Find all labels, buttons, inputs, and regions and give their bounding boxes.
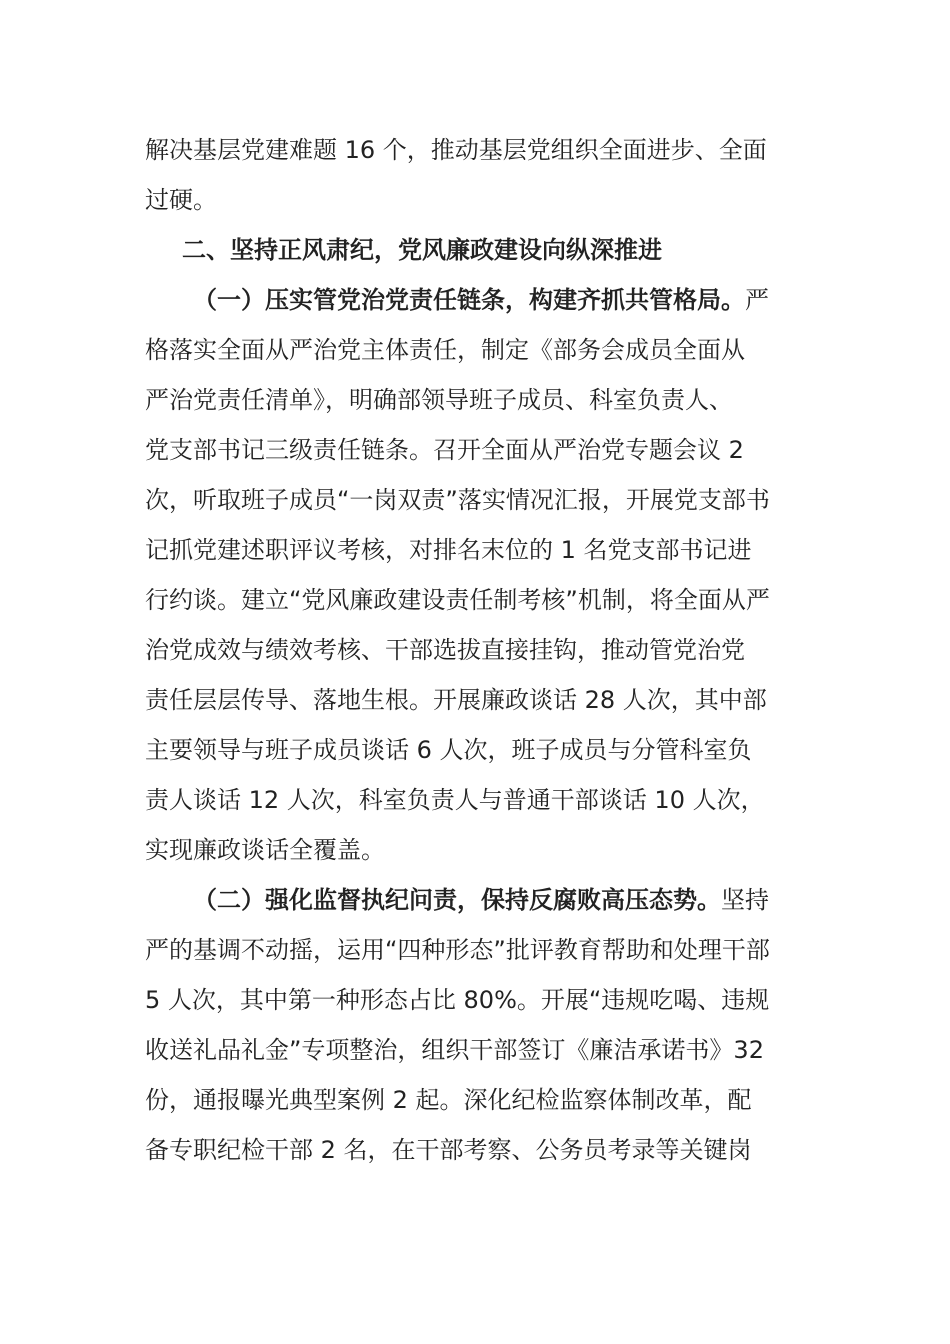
paragraph-text: 严 — [745, 286, 769, 314]
text-line: 治党成效与绩效考核、干部选拔直接挂钩，推动管党治党 — [145, 636, 745, 664]
text-line: 党支部书记三级责任链条。召开全面从严治党专题会议 2 — [145, 436, 744, 464]
paragraph-text: 坚持 — [721, 886, 769, 914]
text-line: 记抓党建述职评议考核，对排名末位的 1 名党支部书记进 — [145, 536, 752, 564]
text-line: 5 人次，其中第一种形态占比 80%。开展“违规吃喝、违规 — [145, 986, 770, 1014]
document-body — [145, 125, 805, 1175]
text-line: 责人谈话 12 人次，科室负责人与普通干部谈话 10 人次， — [145, 786, 765, 814]
text-line: 解决基层党建难题 16 个，推动基层党组织全面进步、全面 — [145, 136, 767, 164]
text-line: 责任层层传导、落地生根。开展廉政谈话 28 人次，其中部 — [145, 686, 767, 714]
text-line: 严治党责任清单》，明确部领导班子成员、科室负责人、 — [145, 386, 733, 414]
subsection-first-line — [145, 875, 805, 925]
text-line: 实现廉政谈话全覆盖。 — [145, 836, 385, 864]
text-line: 严的基调不动摇，运用“四种形态”批评教育帮助和处理干部 — [145, 936, 770, 964]
section-heading: 二、坚持正风肃纪，党风廉政建设向纵深推进 — [182, 236, 662, 264]
text-line: 次，听取班子成员“一岗双责”落实情况汇报，开展党支部书 — [145, 486, 770, 514]
text-line: 收送礼品礼金”专项整治，组织干部签订《廉洁承诺书》32 — [145, 1036, 764, 1064]
text-line: 份，通报曝光典型案例 2 起。深化纪检监察体制改革，配 — [145, 1086, 752, 1114]
subsection-title: （一）压实管党治党责任链条，构建齐抓共管格局。 — [193, 286, 745, 314]
text-line: 行约谈。建立“党风廉政建设责任制考核”机制，将全面从严 — [145, 586, 770, 614]
subsection-title: （二）强化监督执纪问责，保持反腐败高压态势。 — [193, 886, 721, 914]
text-line: 主要领导与班子成员谈话 6 人次，班子成员与分管科室负 — [145, 736, 752, 764]
text-line: 备专职纪检干部 2 名，在干部考察、公务员考录等关键岗 — [145, 1136, 752, 1164]
subsection-first-line — [145, 275, 805, 325]
text-line: 过硬。 — [145, 186, 217, 214]
text-line: 格落实全面从严治党主体责任，制定《部务会成员全面从 — [145, 336, 745, 364]
